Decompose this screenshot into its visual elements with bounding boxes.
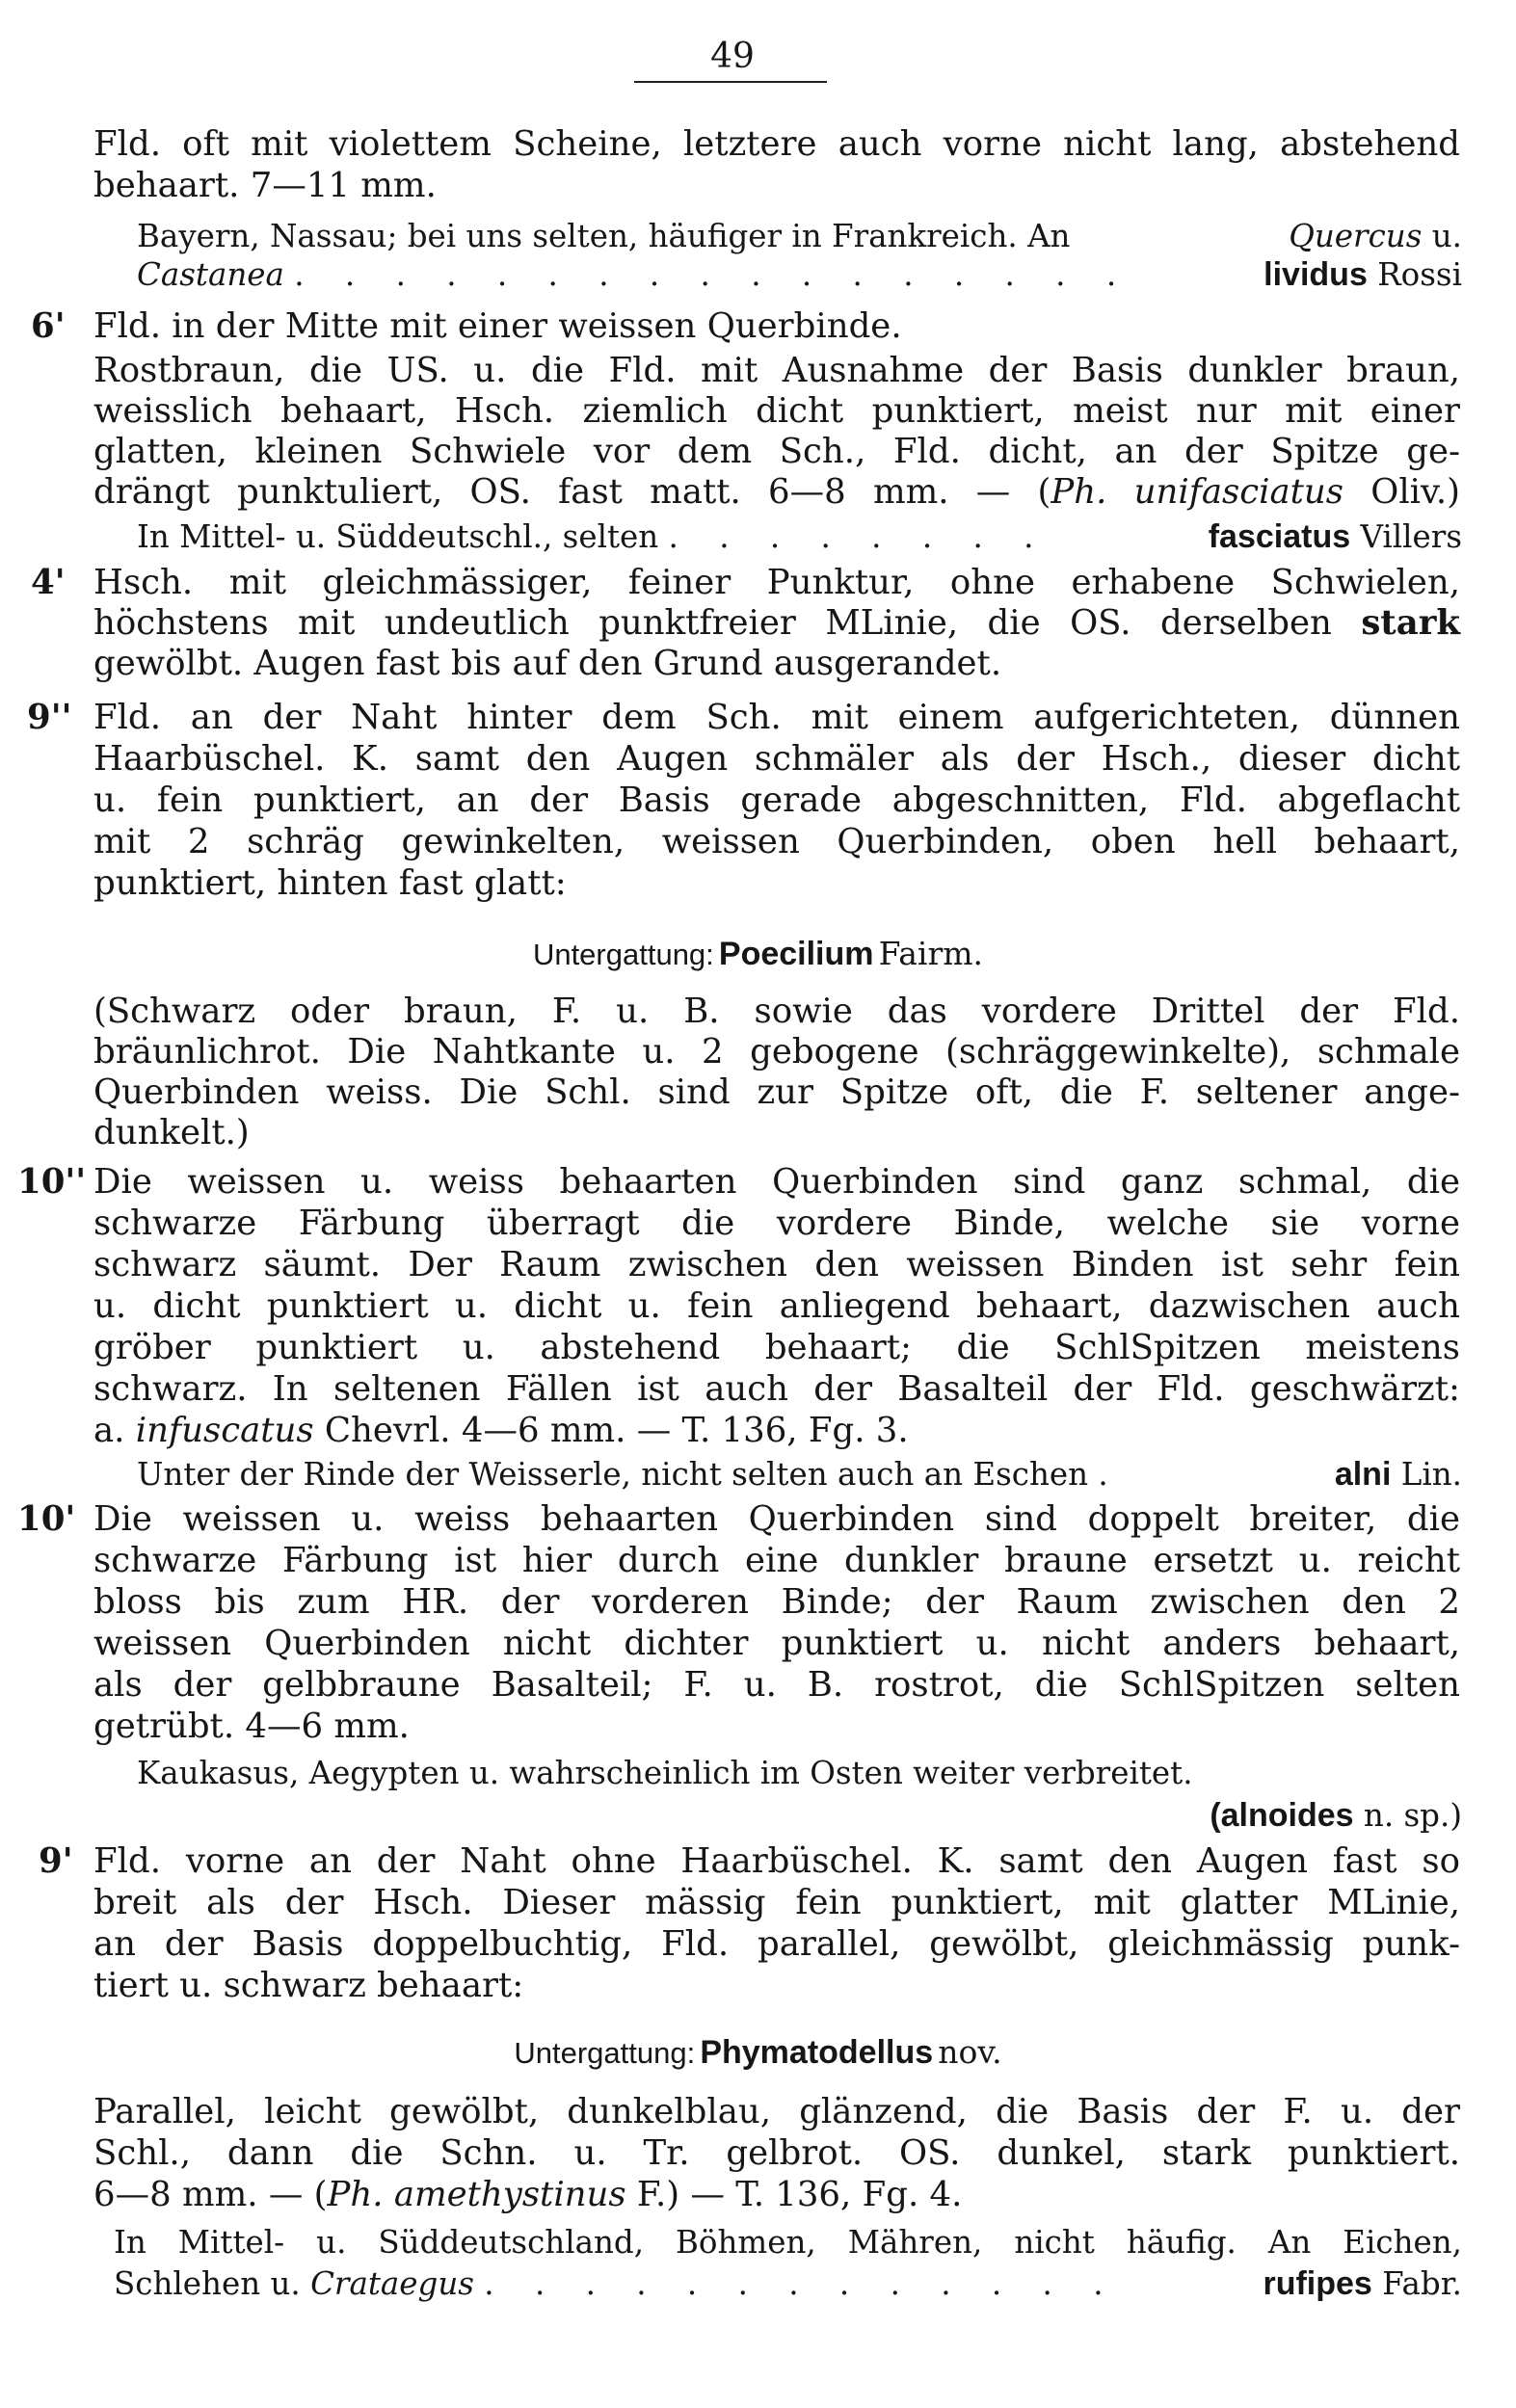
text-line: getrübt. 4—6 mm. xyxy=(93,1707,410,1746)
text-line: gröber punktiert u. abstehend behaart; die SchlSpitzen meistens xyxy=(93,1328,1460,1367)
text-line: schwarze Färbung ist hier durch eine dunkler braune ersetzt u. reicht xyxy=(93,1541,1460,1580)
text-line: Parallel, leicht gewölbt, dunkelblau, glänzend, die Basis der F. u. der xyxy=(93,2092,1460,2131)
text-line: Haarbüschel. K. samt den Augen schmäler als der Hsch., dieser dicht xyxy=(93,739,1460,779)
text-line: Schl., dann die Schn. u. Tr. gelbrot. OS. dunkel, stark punktiert. xyxy=(93,2133,1460,2173)
text-line: schwarze Färbung überragt die vordere Binde, welche sie vorne xyxy=(93,1204,1460,1243)
text-line: als der gelbbraune Basalteil; F. u. B. rostrot, die SchlSpitzen selten xyxy=(93,1665,1460,1705)
text-line: punktiert, hinten fast glatt: xyxy=(93,863,567,903)
species-name: lividus xyxy=(1263,256,1368,293)
text-line: Fld. an der Naht hinter dem Sch. mit einem aufgerichteten, dünnen xyxy=(93,698,1460,737)
text-line: glatten, kleinen Schwiele vor dem Sch., Fld. dicht, an der Spitze ge- xyxy=(93,432,1460,471)
text-line: u. fein punktiert, an der Basis gerade abgeschnitten, Fld. abgeflacht xyxy=(93,781,1460,820)
key-number: 10'' xyxy=(17,1162,87,1202)
text-line: Die weissen u. weiss behaarten Querbinden sind doppelt breiter, die xyxy=(93,1499,1460,1539)
text-line: 6—8 mm. — (Ph. amethystinus F.) — T. 136, Fg. 4. xyxy=(93,2175,963,2214)
text-line: bräunlichrot. Die Nahtkante u. 2 gebogene (schräggewinkelte), schmale xyxy=(93,1032,1460,1072)
species-line: In Mittel- u. Süddeutschl., selten . . . . . . . . fasciatus Villers xyxy=(137,518,1462,555)
species-name: (alnoides xyxy=(1210,1797,1354,1834)
text-line: weisslich behaart, Hsch. ziemlich dicht punktiert, meist nur mit einer xyxy=(93,391,1460,431)
text-line: Fld. oft mit violettem Scheine, letztere auch vorne nicht lang, abstehend xyxy=(93,124,1460,164)
locality-line: In Mittel- u. Süddeutschland, Böhmen, Mähren, nicht häufig. An Eichen, xyxy=(114,2224,1462,2261)
text-line: bloss bis zum HR. der vorderen Binde; der Raum zwischen den 2 xyxy=(93,1582,1460,1622)
text-line: u. dicht punktiert u. dicht u. fein anliegend behaart, dazwischen auch xyxy=(93,1286,1460,1326)
text-line: höchstens mit undeutlich punktfreier MLinie, die OS. derselben stark xyxy=(93,603,1460,643)
text-line: Die weissen u. weiss behaarten Querbinden sind ganz schmal, die xyxy=(93,1162,1460,1202)
species-line: (alnoides n. sp.) xyxy=(1210,1797,1462,1834)
key-number: 9' xyxy=(39,1841,73,1881)
text-line: mit 2 schräg gewinkelten, weissen Querbinden, oben hell behaart, xyxy=(93,822,1460,861)
text-line: Fld. vorne an der Naht ohne Haarbüschel. K. samt den Augen fast so xyxy=(93,1841,1460,1881)
species-name: fasciatus xyxy=(1208,518,1351,555)
text-line: schwarz säumt. Der Raum zwischen den weissen Binden ist sehr fein xyxy=(93,1245,1460,1284)
page-number-rule xyxy=(634,81,827,83)
key-number: 10' xyxy=(17,1499,76,1539)
text-line: Querbinden weiss. Die Schl. sind zur Spitze oft, die F. seltener ange- xyxy=(93,1072,1460,1112)
text-line: Hsch. mit gleichmässiger, feiner Punktur, ohne erhabene Schwielen, xyxy=(93,563,1460,602)
locality-line: Kaukasus, Aegypten u. wahrscheinlich im Osten weiter verbreitet. xyxy=(137,1755,1193,1791)
page-number: 49 xyxy=(710,37,755,76)
text-line: a. infuscatus Chevrl. 4—6 mm. — T. 136, Fg. 3. xyxy=(93,1411,909,1450)
text-line: Rostbraun, die US. u. die Fld. mit Ausnahme der Basis dunkler braun, xyxy=(93,351,1460,390)
subgenus-heading: Untergattung: Phymatodellus nov. xyxy=(514,2033,1002,2071)
species-line: Castanea . . . . . . . . . . . . . . . . . lividus Rossi xyxy=(137,256,1462,293)
species-line: Schlehen u. Crataegus . . . . . . . . . . . . . rufipes Fabr. xyxy=(114,2265,1462,2302)
locality-line: Bayern, Nassau; bei uns selten, häufiger in Frankreich. An Quercus u. xyxy=(137,218,1462,254)
key-number: 6' xyxy=(31,306,66,346)
text-line: an der Basis doppelbuchtig, Fld. parallel, gewölbt, gleichmässig punk- xyxy=(93,1924,1460,1964)
species-name: rufipes xyxy=(1263,2265,1372,2302)
text-line: Fld. in der Mitte mit einer weissen Querbinde. xyxy=(93,306,902,346)
text-line: tiert u. schwarz behaart: xyxy=(93,1966,524,2005)
text-line: weissen Querbinden nicht dichter punktiert u. nicht anders behaart, xyxy=(93,1624,1460,1663)
species-line: Unter der Rinde der Weisserle, nicht selten auch an Eschen . alni Lin. xyxy=(137,1456,1462,1493)
text-line: dunkelt.) xyxy=(93,1113,250,1152)
subgenus-heading: Untergattung: Poecilium Fairm. xyxy=(532,935,984,972)
key-number: 4' xyxy=(31,563,66,602)
key-number: 9'' xyxy=(27,698,72,737)
text-line: gewölbt. Augen fast bis auf den Grund ausgerandet. xyxy=(93,644,1002,683)
species-name: alni xyxy=(1334,1456,1392,1493)
text-line: drängt punktuliert, OS. fast matt. 6—8 mm. — (Ph. unifasciatus Oliv.) xyxy=(93,472,1461,512)
text-line: breit als der Hsch. Dieser mässig fein punktiert, mit glatter MLinie, xyxy=(93,1883,1460,1922)
text-line: schwarz. In seltenen Fällen ist auch der Basalteil der Fld. geschwärzt: xyxy=(93,1369,1460,1409)
text-line: behaart. 7—11 mm. xyxy=(93,166,437,205)
text-line: (Schwarz oder braun, F. u. B. sowie das vordere Drittel der Fld. xyxy=(93,992,1460,1031)
